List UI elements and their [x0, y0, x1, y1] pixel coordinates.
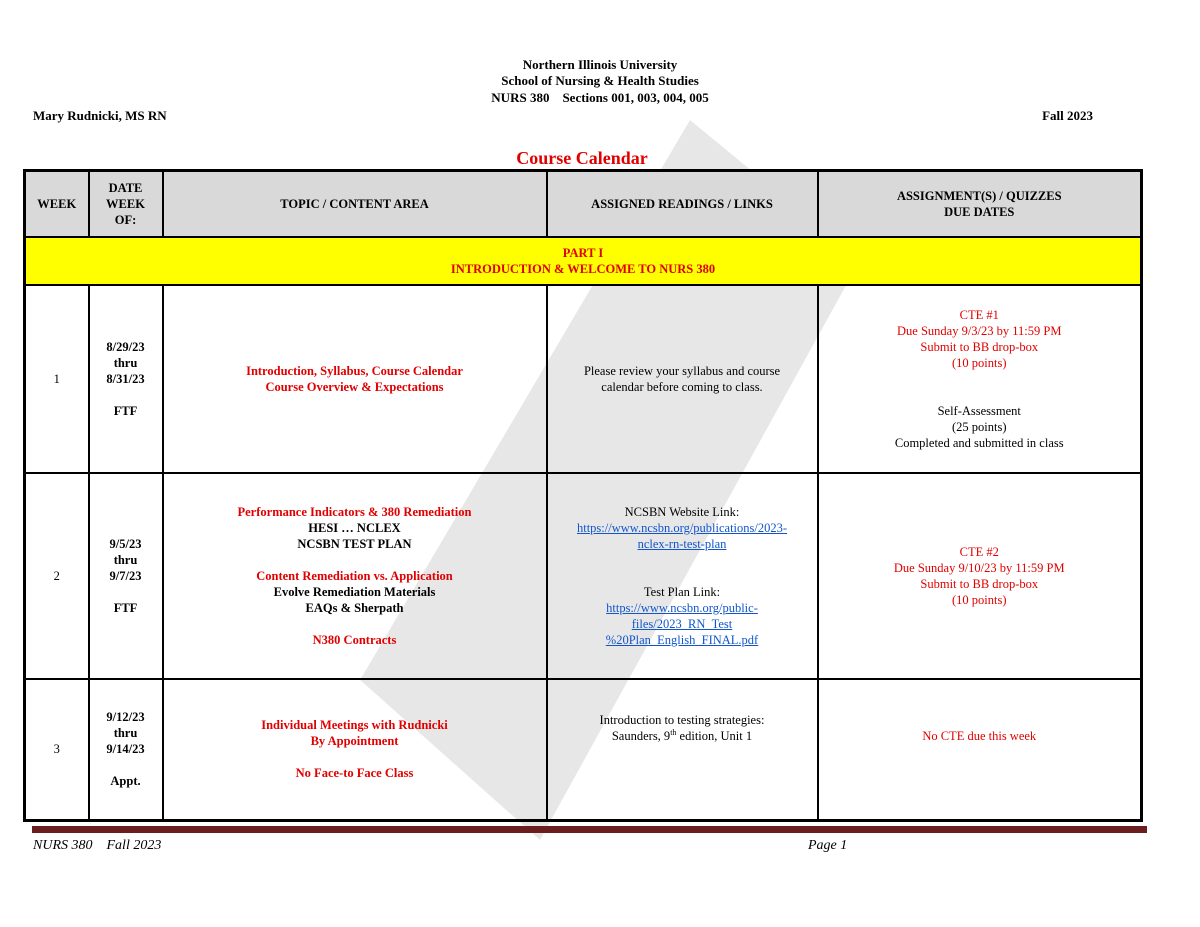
col-header-date: DATE WEEK OF: [89, 171, 163, 237]
class-mode: Appt. [110, 774, 141, 789]
course-calendar-table [23, 169, 1143, 822]
topic-cell: Individual Meetings with Rudnicki By Appointment No Face-to Face Class [163, 679, 547, 821]
school-name: School of Nursing & Health Studies [501, 73, 699, 88]
instructor-name: Mary Rudnicki, MS RN [33, 108, 167, 123]
ncsbn-website-link[interactable]: https://www.ncsbn.org/publications/2023- nclex-rn-test-plan [576, 520, 788, 551]
readings-cell: NCSBN Website Link: https://www.ncsbn.org/publications/2023- nclex-rn-test-plan Test Plan Link: https://www.ncsbn.org/public- files/2023_RN_Test %20Plan_English_FINAL.pdf [547, 473, 818, 679]
page-number: Page 1 [808, 838, 848, 853]
topic-cell: Performance Indicators & 380 Remediation HESI … NCLEX NCSBN TEST PLAN Content Remediation vs. Application Evolve Remediation Materials EAQs & Sherpath N380 Contracts [163, 473, 547, 679]
week-number: 3 [25, 679, 89, 821]
week-number: 2 [25, 473, 89, 679]
class-mode: FTF [113, 600, 138, 615]
university-name: Northern Illinois University [522, 57, 678, 72]
assignment-cell: No CTE due this week [818, 679, 1142, 821]
class-mode: FTF [113, 403, 138, 418]
week-dates: 9/5/23 thru 9/7/23 FTF [89, 473, 163, 679]
readings-cell: Please review your syllabus and course calendar before coming to class. [547, 285, 818, 473]
week-dates: 9/12/23 thru 9/14/23 Appt. [89, 679, 163, 821]
table-row [25, 473, 1142, 679]
topic-cell: Introduction, Syllabus, Course Calendar Course Overview & Expectations [163, 285, 547, 473]
table-header-row [25, 171, 1142, 237]
term-label: Fall 2023 [1042, 108, 1093, 123]
page-title: Course Calendar [516, 148, 648, 168]
readings-cell: Introduction to testing strategies: Saunders, 9th edition, Unit 1 [547, 679, 818, 821]
col-header-readings: ASSIGNED READINGS / LINKS [547, 171, 818, 237]
col-header-assignments: ASSIGNMENT(S) / QUIZZES DUE DATES [818, 171, 1142, 237]
week-dates: 8/29/23 thru 8/31/23 FTF [89, 285, 163, 473]
test-plan-link[interactable]: https://www.ncsbn.org/public- files/2023_RN_Test %20Plan_English_FINAL.pdf [605, 600, 759, 647]
col-header-week: WEEK [25, 171, 89, 237]
week-number: 1 [25, 285, 89, 473]
footer-left: NURS 380 Fall 2023 [33, 838, 162, 853]
course-sections: NURS 380 Sections 001, 003, 004, 005 [491, 90, 709, 105]
footer-rule [32, 826, 1147, 833]
part-heading: PART I INTRODUCTION & WELCOME TO NURS 380 [25, 237, 1142, 285]
assignment-cell: CTE #2 Due Sunday 9/10/23 by 11:59 PM Submit to BB drop-box (10 points) [818, 473, 1142, 679]
table-row [25, 679, 1142, 821]
table-row [25, 285, 1142, 473]
assignment-cell: CTE #1 Due Sunday 9/3/23 by 11:59 PM Submit to BB drop-box (10 points) Self-Assessment (25 points) Completed and submitted in class [818, 285, 1142, 473]
col-header-topic: TOPIC / CONTENT AREA [163, 171, 547, 237]
part-band-row [25, 237, 1142, 285]
